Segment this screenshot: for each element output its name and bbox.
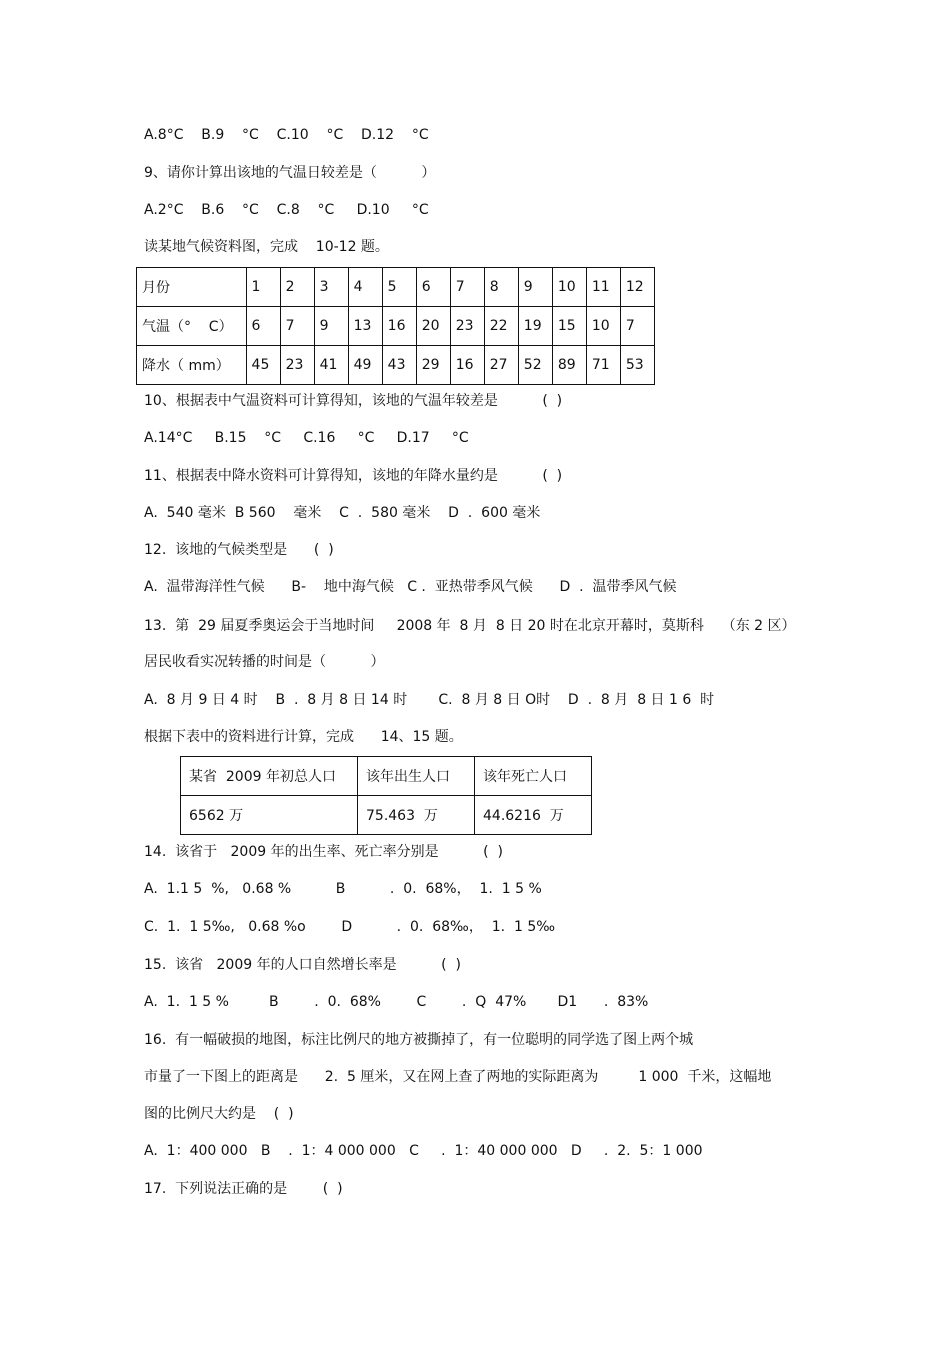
- table-cell: 22: [484, 307, 518, 346]
- text-line: 9、请你计算出该地的气温日较差是（ ）: [144, 165, 436, 181]
- text-line: 15. 该省 2009 年的人口自然增长率是 ( ): [144, 957, 461, 973]
- text-line: A.2°C B.6 °C C.8 °C D.10 °C: [144, 202, 429, 218]
- table-cell: 15: [552, 307, 586, 346]
- table-cell: 3: [314, 268, 348, 307]
- table-cell: 16: [450, 346, 484, 385]
- table-cell: 23: [450, 307, 484, 346]
- table-cell: 9: [518, 268, 552, 307]
- table-cell: 7: [280, 307, 314, 346]
- row-label-cell: 月份: [137, 268, 247, 307]
- table-cell: 16: [382, 307, 416, 346]
- text-line: 17. 下列说法正确的是 ( ): [144, 1181, 343, 1197]
- row-label-cell: 降水（ mm）: [137, 346, 247, 385]
- text-line: A. 8 月 9 日 4 时 B . 8 月 8 日 14 时 C. 8 月 8 日 O时 D . 8 月 8 日 1 6 时: [144, 692, 715, 708]
- text-line: 根据下表中的资料进行计算，完成 14、15 题。: [144, 729, 463, 745]
- table-cell: 11: [586, 268, 620, 307]
- table-cell: 71: [586, 346, 620, 385]
- table-cell: 8: [484, 268, 518, 307]
- table-cell: 7: [450, 268, 484, 307]
- text-line: A. 1. 1 5 % B . 0. 68% C . Q 47% D1 . 83%: [144, 994, 649, 1010]
- table-cell: 10: [586, 307, 620, 346]
- table-cell: 7: [620, 307, 654, 346]
- table-row: [137, 268, 655, 307]
- table-row: [137, 346, 655, 385]
- text-line: 12. 该地的气候类型是 ( ): [144, 542, 334, 558]
- table-cell: 6: [416, 268, 450, 307]
- climate-data-table: [136, 267, 655, 385]
- text-line: 居民收看实况转播的时间是（ ）: [144, 654, 385, 670]
- table-cell: 20: [416, 307, 450, 346]
- text-line: A.8°C B.9 °C C.10 °C D.12 °C: [144, 127, 429, 143]
- table-cell: 10: [552, 268, 586, 307]
- cell-total-population: 6562 万: [181, 796, 358, 835]
- row-label-cell: 气温（° C）: [137, 307, 247, 346]
- text-line: 13. 第 29 届夏季奥运会于当地时间 2008 年 8 月 8 日 20 时在北京开幕时，莫斯科 （东 2 区）: [144, 618, 796, 634]
- table-row: [181, 757, 592, 796]
- table-cell: 53: [620, 346, 654, 385]
- header-cell-births: 该年出生人口: [358, 757, 475, 796]
- table-cell: 4: [348, 268, 382, 307]
- text-line: 14. 该省于 2009 年的出生率、死亡率分别是 ( ): [144, 844, 503, 860]
- table-cell: 43: [382, 346, 416, 385]
- table-cell: 49: [348, 346, 382, 385]
- table-cell: 5: [382, 268, 416, 307]
- text-line: 读某地气候资料图，完成 10-12 题。: [144, 239, 389, 255]
- text-line: A. 540 毫米 B 560 毫米 C . 580 毫米 D . 600 毫米: [144, 505, 541, 521]
- header-cell-deaths: 该年死亡人口: [475, 757, 592, 796]
- text-line: A. 1：400 000 B . 1：4 000 000 C . 1：40 000 000 D . 2. 5：1 000: [144, 1143, 703, 1159]
- text-line: 市量了一下图上的距离是 2. 5 厘米，又在网上查了两地的实际距离为 1 000 千米，这幅地: [144, 1069, 772, 1085]
- table-cell: 41: [314, 346, 348, 385]
- table-row: [137, 307, 655, 346]
- table-cell: 6: [246, 307, 280, 346]
- table-cell: 13: [348, 307, 382, 346]
- text-line: 图的比例尺大约是 ( ): [144, 1106, 294, 1122]
- header-cell-total-population: 某省 2009 年初总人口: [181, 757, 358, 796]
- cell-deaths: 44.6216 万: [475, 796, 592, 835]
- table-cell: 12: [620, 268, 654, 307]
- table-cell: 52: [518, 346, 552, 385]
- table-cell: 9: [314, 307, 348, 346]
- table-cell: 19: [518, 307, 552, 346]
- table-cell: 27: [484, 346, 518, 385]
- table-cell: 23: [280, 346, 314, 385]
- text-line: A. 温带海洋性气候 B- 地中海气候 C . 亚热带季风气候 D . 温带季风气候: [144, 579, 677, 595]
- text-line: A. 1.1 5 %, 0.68 % B . 0. 68%， 1. 1 5 %: [144, 881, 542, 897]
- text-line: 10、根据表中气温资料可计算得知，该地的气温年较差是 ( ): [144, 393, 563, 409]
- table-cell: 1: [246, 268, 280, 307]
- text-line: 11、根据表中降水资料可计算得知，该地的年降水量约是 ( ): [144, 468, 563, 484]
- text-line: C. 1. 1 5‰, 0.68 %o D . 0. 68‰， 1. 1 5‰: [144, 919, 556, 935]
- table-cell: 45: [246, 346, 280, 385]
- text-line: 16. 有一幅破损的地图，标注比例尺的地方被撕掉了，有一位聪明的同学选了图上两个城: [144, 1032, 694, 1048]
- text-line: A.14°C B.15 °C C.16 °C D.17 °C: [144, 430, 469, 446]
- table-cell: 89: [552, 346, 586, 385]
- table-cell: 29: [416, 346, 450, 385]
- table-row: [181, 796, 592, 835]
- population-data-table: [180, 756, 592, 835]
- cell-births: 75.463 万: [358, 796, 475, 835]
- table-cell: 2: [280, 268, 314, 307]
